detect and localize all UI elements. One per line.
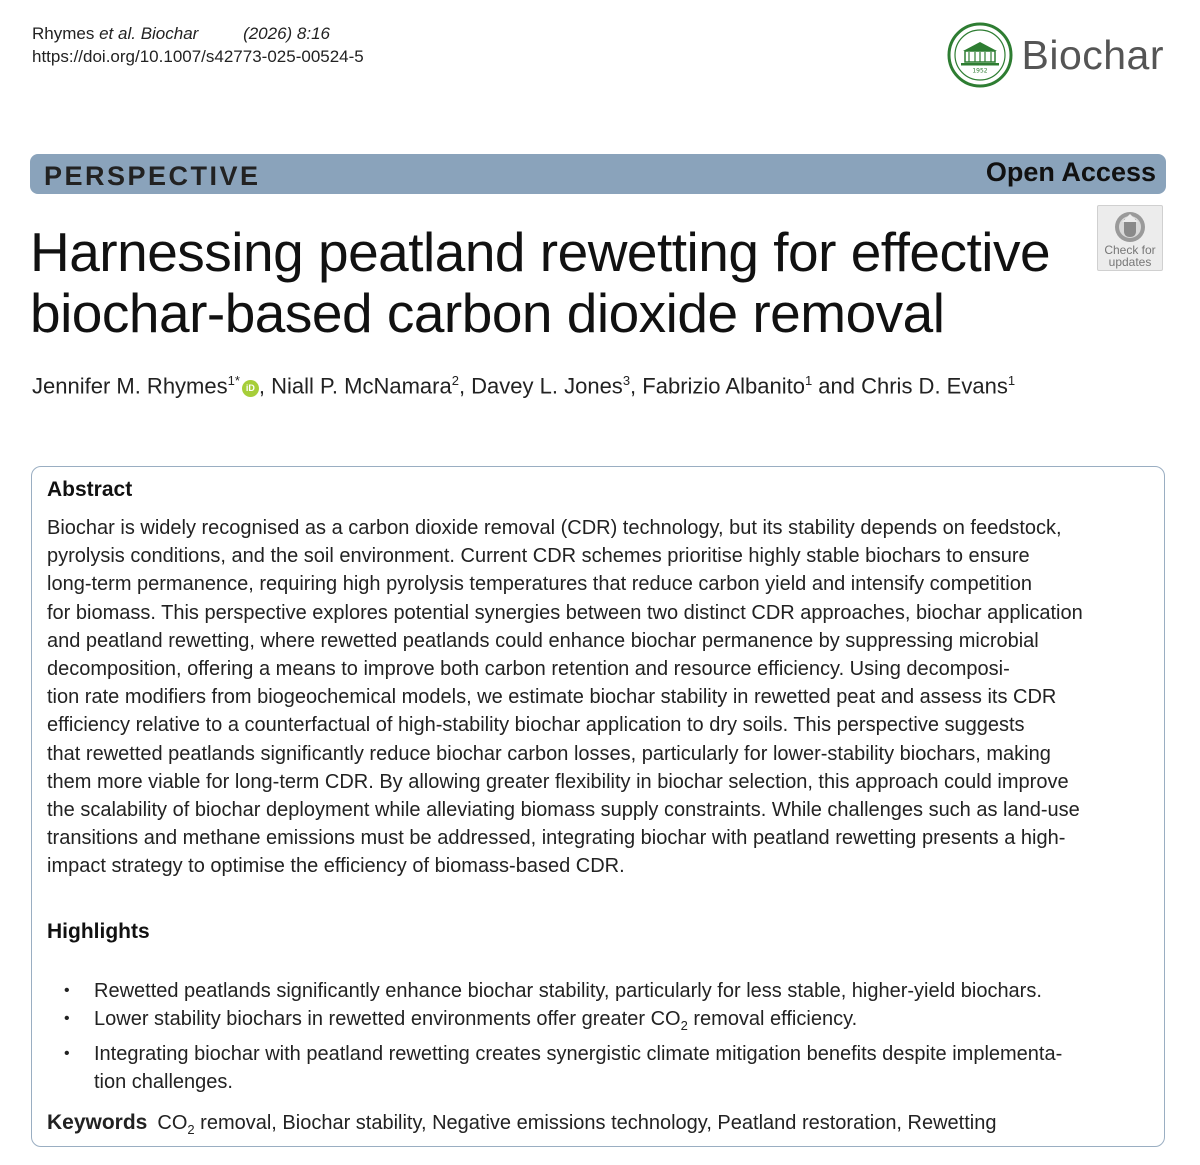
header-journal: Biochar [140,24,199,43]
abstract-line: decomposition, offering a means to improve both carbon retention and resource efficiency. Using decomposi- [47,658,1010,681]
abstract-line: efficiency relative to a counterfactual of high-stability biochar application to dry soils. This perspective suggests [47,714,1025,737]
highlight-item [47,1040,1151,1096]
highlight-item [47,1005,1151,1040]
title-line-1: Harnessing peatland rewetting for effective [30,221,1051,283]
doi-link[interactable]: https://doi.org/10.1007/s42773-025-00524-5 [32,47,364,66]
abstract-heading: Abstract [47,478,133,501]
highlight-item [47,977,1151,1005]
title-line-2: biochar-based carbon dioxide removal [30,282,945,344]
abstract-line: long-term permanence, requiring high pyrolysis temperatures that reduce carbon yield and intensify competition [47,573,1032,596]
abstract-line: for biomass. This perspective explores potential synergies between two distinct CDR approaches, biochar application [47,601,1083,624]
check-for-updates-button[interactable] [1097,205,1163,271]
abstract-line: that rewetted peatlands significantly reduce biochar carbon losses, particularly for lower-stability biochars, making [47,742,1051,765]
highlight-text: Rewetted peatlands significantly enhance biochar stability, particularly for less stable, higher-yield biochars. [94,980,1042,1002]
abstract-box [31,466,1165,1147]
running-header [32,22,364,68]
highlight-text: Lower stability biochars in rewetted environments offer greater CO [94,1008,681,1030]
author-affiliation: 2 [451,373,459,388]
open-access-label[interactable]: Open Access [985,156,1156,187]
check-updates-line1: Check for [1104,243,1156,257]
author-affiliation: 1 [804,373,813,388]
author-affiliation: 3 [622,373,631,388]
article-type-banner [30,154,1166,194]
abstract-line: Biochar is widely recognised as a carbon dioxide removal (CDR) technology, but its stability depends on feedstock, [47,517,1062,539]
check-updates-icon [1113,210,1147,244]
header-citation: (2026) 8:16 [243,24,331,43]
author-list [32,366,1015,401]
seal-year: 1952 [972,67,989,75]
author-name[interactable]: Davey L. Jones [471,373,623,399]
author-name[interactable]: Fabrizio Albanito [642,373,805,399]
highlight-text: Integrating biochar with peatland rewetting creates synergistic climate mitigation benefits despite implementa- [94,1043,1063,1065]
journal-logo[interactable] [947,22,1164,88]
check-updates-line2: updates [1108,255,1152,269]
subscript-2: 2 [680,1018,688,1033]
header-author: Rhymes [32,24,95,43]
keyword-co: CO [157,1112,188,1134]
author-separator: and [812,373,862,399]
keyword-list: removal, Biochar stability, Negative emissions technology, Peatland restoration, Rewetting [194,1112,997,1134]
keywords-label: Keywords [47,1111,148,1134]
author-name[interactable]: Chris D. Evans [861,373,1008,399]
author-separator: , [458,373,472,399]
abstract-line: the scalability of biochar deployment while alleviating biomass supply constraints. While challenges such as land-use [47,799,1080,822]
abstract-text [47,514,1151,881]
orcid-icon[interactable]: iD [242,380,259,397]
highlight-text: tion challenges. [94,1071,233,1093]
article-type: PERSPECTIVE [44,160,261,191]
university-seal-icon [947,22,1013,88]
keywords [47,1109,996,1144]
article-title [30,222,1090,344]
logo-text: Biochar [1021,31,1164,78]
author-separator: , [630,373,643,399]
abstract-line: tion rate modifiers from biogeochemical models, we estimate biochar stability in rewetted peat and assess its CDR [47,686,1057,709]
highlights-heading: Highlights [47,920,150,943]
highlights-list [47,977,1151,1096]
abstract-line: and peatland rewetting, where rewetted peatlands could enhance biochar permanence by suppressing microbial [47,629,1039,652]
highlight-text: removal efficiency. [687,1008,858,1030]
author-name[interactable]: Jennifer M. Rhymes [32,373,228,399]
author-affiliation: 1 [1007,373,1016,388]
abstract-line: pyrolysis conditions, and the soil environment. Current CDR schemes prioritise highly stable biochars to ensure [47,545,1030,568]
author-name[interactable]: Niall P. McNamara [271,373,452,399]
abstract-line: transitions and methane emissions must be addressed, integrating biochar with peatland rewetting presents a high- [47,827,1066,850]
author-separator: , [258,373,272,399]
header-et-al: et al. [99,24,136,43]
abstract-line: impact strategy to optimise the efficiency of biomass-based CDR. [47,855,625,878]
author-affiliation: 1* [227,373,240,388]
abstract-line: them more viable for long-term CDR. By allowing greater flexibility in biochar selection, this approach could improve [47,770,1069,793]
subscript-2: 2 [187,1122,195,1137]
citation-line [32,22,364,45]
